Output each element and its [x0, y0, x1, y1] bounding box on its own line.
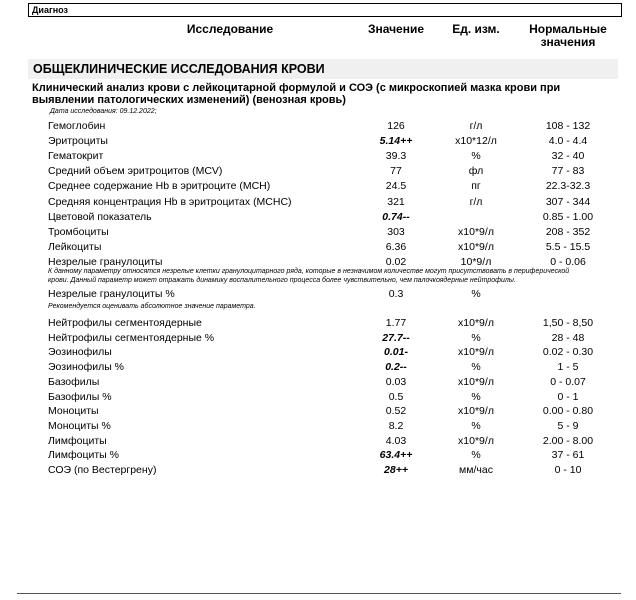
row-name: Незрелые гранулоциты [48, 255, 163, 268]
row-name: Гемоглобин [48, 120, 106, 132]
bottom-divider [17, 593, 621, 594]
table-row [0, 316, 636, 331]
table-row [0, 210, 636, 225]
row-unit: x10*9/л [458, 346, 494, 359]
diagnosis-box [28, 3, 622, 17]
table-row [0, 179, 636, 194]
table-row [0, 448, 636, 463]
row-value: 63.4++ [379, 449, 413, 462]
table-row [0, 345, 636, 360]
row-name: Лимфоциты [48, 434, 107, 447]
row-ref: 77 - 83 [551, 165, 585, 178]
row-ref: 307 - 344 [545, 195, 591, 208]
header-reference [510, 23, 626, 49]
row-name: Тромбоциты [48, 225, 109, 238]
row-ref: 22.3-32.3 [545, 180, 591, 193]
row-value: 0.3 [388, 288, 404, 300]
row-ref: 0 - 10 [554, 464, 582, 476]
row-ref: 0 - 1 [557, 390, 579, 403]
row-name: Цветовой показатель [48, 210, 152, 223]
row-unit: % [471, 361, 481, 374]
row-unit: % [471, 150, 481, 163]
table-row [0, 134, 636, 149]
row-ref: 4.0 - 4.4 [548, 135, 588, 148]
row-unit: % [471, 419, 481, 432]
row-name: СОЭ (по Вестергрену) [48, 464, 157, 476]
table-row [0, 463, 636, 478]
row-unit: x10*9/л [458, 317, 494, 329]
table-row [0, 419, 636, 434]
row-unit: x10*9/л [458, 375, 494, 388]
table-row [0, 331, 636, 346]
row-unit: % [471, 449, 481, 462]
row-value: 321 [387, 195, 405, 208]
diagnosis-label: Диагноз [32, 5, 68, 15]
row-ref: 208 - 352 [545, 225, 591, 238]
row-value: 6.36 [385, 240, 407, 253]
note-immature-granulocytes [48, 268, 628, 285]
row-unit: фл [468, 165, 484, 178]
table-row [0, 119, 636, 134]
table-row [0, 404, 636, 419]
row-value: 77 [390, 165, 402, 178]
row-ref: 5.5 - 15.5 [545, 240, 591, 253]
row-value: 24.5 [385, 180, 407, 193]
study-date: Дата исследования: 09.12.2022; [50, 108, 157, 115]
table-row [0, 287, 636, 302]
row-unit: 10*9/л [460, 255, 492, 268]
row-value: 0.5 [388, 390, 404, 403]
row-value: 27.7-- [382, 331, 410, 344]
row-value: 303 [387, 225, 405, 238]
row-name: Моноциты % [48, 419, 111, 432]
row-ref: 0.02 - 0.30 [542, 346, 594, 359]
row-name: Нейтрофилы сегментоядерные [48, 317, 202, 329]
row-unit: % [471, 331, 481, 344]
row-value: 0.01- [384, 346, 408, 359]
table-row [0, 164, 636, 179]
row-name: Незрелые гранулоциты % [48, 288, 175, 300]
row-unit: x10*9/л [458, 405, 494, 418]
header-reference-line1: Нормальные [529, 22, 607, 36]
analysis-title: Клинический анализ крови с лейкоцитарной формулой и СОЭ (с микроскопией мазка крови при выявлении патологических изменений) (венозная кровь) [32, 82, 561, 106]
row-name: Эритроциты [48, 135, 108, 148]
note-line-1: К данному параметру относятся незрелые клетки гранулоцитарного ряда, которые в незначимом количестве могут присутствовать в периферической [48, 268, 570, 275]
table-row [0, 225, 636, 240]
row-value: 4.03 [385, 434, 407, 447]
row-unit: x10*9/л [458, 225, 494, 238]
table-row [0, 240, 636, 255]
row-name: Нейтрофилы сегментоядерные % [48, 331, 215, 344]
header-test: Исследование [186, 22, 274, 36]
row-unit: мм/час [459, 464, 493, 476]
row-name: Лимфоциты % [48, 449, 119, 462]
row-unit: % [471, 390, 481, 403]
row-ref: 0.00 - 0.80 [542, 405, 594, 418]
header-value: Значение [367, 22, 425, 36]
row-value: 0.74-- [382, 210, 410, 223]
row-unit: пг [471, 180, 481, 193]
row-name: Эозинофилы [48, 346, 112, 359]
row-unit: x10*9/л [458, 434, 494, 447]
row-name: Средний объем эритроцитов (MCV) [48, 165, 223, 178]
row-name: Моноциты [48, 405, 99, 418]
row-ref: 0 - 0.06 [550, 255, 586, 268]
row-ref: 5 - 9 [557, 419, 579, 432]
row-value: 0.52 [385, 405, 407, 418]
row-ref: 1 - 5 [557, 361, 579, 374]
row-ref: 1,50 - 8,50 [542, 317, 594, 329]
table-row [0, 434, 636, 449]
row-name: Базофилы % [48, 390, 112, 403]
section-title: ОБЩЕКЛИНИЧЕСКИЕ ИССЛЕДОВАНИЯ КРОВИ [28, 59, 618, 79]
table-row [0, 360, 636, 375]
row-name: Среднее содержание Hb в эритроците (MCH) [48, 180, 271, 193]
row-value: 1.77 [385, 317, 407, 329]
row-unit: г/л [469, 120, 483, 132]
row-ref: 0 - 0.07 [550, 375, 586, 388]
row-value: 28++ [384, 464, 408, 476]
row-unit: г/л [469, 195, 483, 208]
row-name: Гематокрит [48, 150, 104, 163]
row-ref: 37 - 61 [551, 449, 585, 462]
row-unit: x10*12/л [455, 135, 497, 148]
row-name: Эозинофилы % [48, 361, 125, 374]
note-absolute-value: Рекомендуется оценивать абсолютное значение параметра. [48, 303, 256, 310]
row-unit: x10*9/л [458, 240, 494, 253]
row-value: 5.14++ [379, 135, 413, 148]
row-ref: 32 - 40 [551, 150, 585, 163]
table-row [0, 149, 636, 164]
row-value: 126 [387, 120, 405, 132]
table-row [0, 195, 636, 210]
row-unit: % [471, 288, 481, 300]
header-unit: Ед. изм. [452, 22, 500, 36]
table-row [0, 375, 636, 390]
row-name: Базофилы [48, 375, 100, 388]
row-ref: 0.85 - 1.00 [542, 210, 594, 223]
row-name: Лейкоциты [48, 240, 102, 253]
row-value: 0.02 [385, 255, 407, 268]
row-ref: 2.00 - 8.00 [542, 434, 594, 447]
note-line-2: крови. Данный параметр может отражать динамику воспалительного процесса более чувствительно, чем палочкоядерные нейтрофилы. [48, 276, 516, 284]
row-value: 8.2 [388, 419, 404, 432]
header-reference-line2: значения [540, 35, 596, 49]
table-row [0, 390, 636, 405]
row-ref: 28 - 48 [551, 331, 585, 344]
row-value: 0.03 [385, 375, 407, 388]
row-value: 39.3 [385, 150, 407, 163]
row-ref: 108 - 132 [545, 120, 591, 132]
row-value: 0.2-- [385, 361, 407, 374]
row-name: Средняя концентрация Hb в эритроцитах (MCHC) [48, 195, 292, 208]
